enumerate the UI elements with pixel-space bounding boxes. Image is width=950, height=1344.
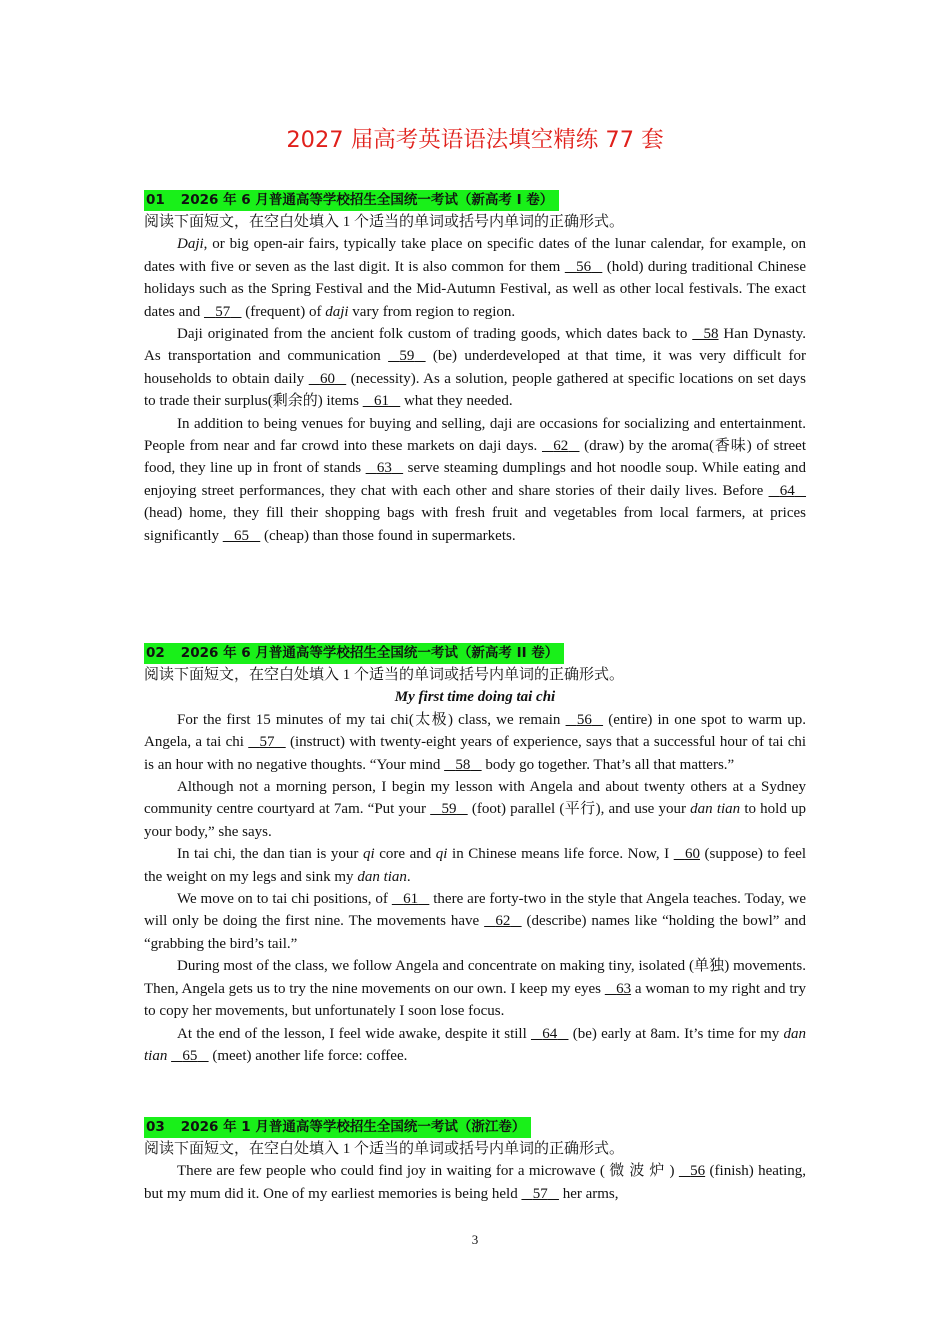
instruction: 阅读下面短文，在空白处填入 1 个适当的单词或括号内单词的正确形式。 — [144, 1141, 625, 1157]
blank-56: 56 — [690, 1163, 706, 1180]
blank-61: 61 — [403, 891, 419, 908]
blank-57: 57 — [259, 734, 275, 751]
paragraph: In tai chi, the dan tian is your qi core and qi in Chinese means life force. Now, I 60 (suppose) to feel the weight on my legs and sink my dan tian. — [144, 843, 806, 888]
paragraph: At the end of the lesson, I feel wide awake, despite it still 64 (be) early at 8am. It’s time for my dan tian 65 (meet) another life force: coffee. — [144, 1023, 806, 1068]
blank-58: 58 — [455, 756, 471, 773]
instruction: 阅读下面短文，在空白处填入 1 个适当的单词或括号内单词的正确形式。 — [144, 667, 625, 683]
blank-63: 63 — [376, 460, 392, 477]
section-heading: 03 2026 年 1 月普通高等学校招生全国统一考试（浙江卷） — [144, 1117, 531, 1138]
paragraph: We move on to tai chi positions, of 61 there are forty-two in the style that Angela teaches. Today, we will only be doing the first nine. The movements have 62 (describe) names like “holding the bowl” and “grabbing the bird’s tail.” — [144, 888, 806, 955]
section-heading: 01 2026 年 6 月普通高等学校招生全国统一考试（新高考 I 卷） — [144, 190, 559, 211]
section-03 — [144, 1117, 806, 1205]
blank-59: 59 — [441, 801, 457, 818]
blank-56: 56 — [576, 258, 592, 275]
paragraph: There are few people who could find joy in waiting for a microwave ( 微 波 炉 ) 56 (finish) heating, but my mum did it. One of my earliest memories is being held 57 her arms, — [144, 1160, 806, 1205]
paragraph: During most of the class, we follow Angela and concentrate on making tiny, isolated (单独) movements. Then, Angela gets us to try the nine movements on our own. I keep my eyes 63 a woman to my right and try to copy her movements, but unfortunately I soon lose focus. — [144, 958, 807, 1020]
section-02 — [144, 643, 806, 1067]
section-01 — [144, 190, 806, 547]
instruction: 阅读下面短文，在空白处填入 1 个适当的单词或括号内单词的正确形式。 — [144, 214, 625, 230]
paragraph: Daji, or big open-air fairs, typically take place on specific dates of the lunar calendar, for example, on dates with five or seven as the last digit. It is also common for them 56 (hold) during traditional Chinese holidays such as the Spring Festival and the Mid-Autumn Festival, as well as other local festivals. The exact dates and 57 (frequent) of daji vary from region to region. — [144, 233, 806, 323]
blank-62: 62 — [553, 438, 569, 455]
blank-60: 60 — [684, 846, 700, 863]
paragraph: Although not a morning person, I begin my lesson with Angela and about twenty others at a Sydney community centre courtyard at 7am. “Put your 59 (foot) parallel (平行), and use your dan tian to hold up your body,” she says. — [144, 779, 807, 840]
paragraph: For the first 15 minutes of my tai chi(太极) class, we remain 56 (entire) in one spot to warm up. Angela, a tai chi 57 (instruct) with twenty-eight years of experience, says that a successful hour of tai chi is an hour with no negative thoughts. “Your mind 58 body go together. That’s all that matters.” — [144, 709, 806, 776]
blank-57: 57 — [532, 1185, 548, 1202]
blank-56: 56 — [576, 711, 592, 728]
blank-60: 60 — [319, 370, 335, 387]
blank-58: 58 — [703, 326, 719, 343]
blank-65: 65 — [182, 1047, 198, 1064]
section-heading: 02 2026 年 6 月普通高等学校招生全国统一考试（新高考 II 卷） — [144, 643, 564, 664]
blank-62: 62 — [495, 913, 511, 930]
blank-63: 63 — [616, 980, 632, 997]
blank-59: 59 — [399, 348, 415, 365]
blank-61: 61 — [373, 393, 389, 410]
blank-57: 57 — [215, 303, 231, 320]
passage-title: My first time doing tai chi — [394, 689, 556, 706]
blank-65: 65 — [234, 527, 249, 544]
blank-64: 64 — [779, 482, 795, 499]
paragraph: In addition to being venues for buying and selling, daji are occasions for socializing and entertainment. People from near and far crowd into these markets on daji days. 62 (draw) by the aroma(香味) of street food, they line up in front of stands 63 serve steaming dumplings and hot noodle soup. While eating and enjoying street performances, they chat with each other and share stories of their daily lives. Before 64 (head) home, they fill their shopping bags with fresh fruit and vegetables from local farmers, at prices significantly 65 (cheap) than those found in supermarkets. — [144, 413, 806, 547]
paragraph: Daji originated from the ancient folk custom of trading goods, which dates back to 58 Han Dynasty. As transportation and communication 59 (be) underdeveloped at that time, it was very difficult for households to obtain daily 60 (necessity). As a solution, people gathered at specific locations on set days to trade their surplus(剩余的) items 61 what they needed. — [144, 323, 806, 413]
blank-64: 64 — [542, 1025, 558, 1042]
page-number: 3 — [471, 1232, 479, 1247]
document-title: 2027 届高考英语语法填空精练 77 套 — [286, 127, 664, 153]
